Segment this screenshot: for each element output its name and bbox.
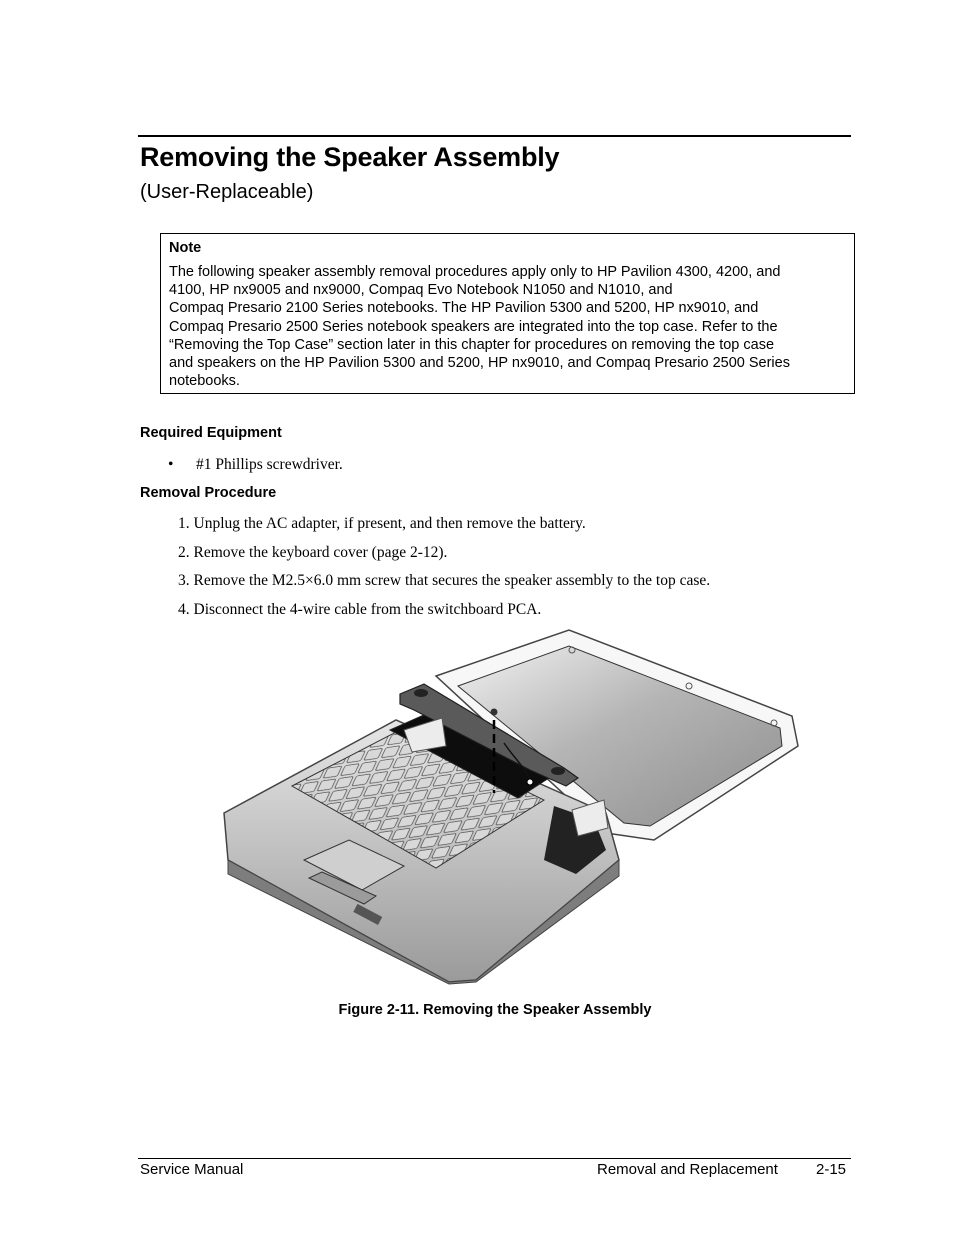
bullet-marker: •: [168, 456, 174, 473]
equipment-item-text: #1 Phillips screwdriver.: [196, 456, 343, 473]
procedure-steps: [178, 515, 710, 629]
footer-page-number: 2-15: [816, 1161, 847, 1178]
footer-rule: [138, 1158, 851, 1159]
footer-manual-title: Service Manual: [140, 1161, 244, 1178]
procedure-step: 1. Unplug the AC adapter, if present, and then remove the battery.: [178, 515, 586, 532]
equipment-item: [168, 456, 343, 474]
page-subtitle: (User-Replaceable): [140, 181, 314, 203]
required-equipment-heading: Required Equipment: [140, 425, 282, 441]
note-line: “Removing the Top Case” section later in this chapter for procedures on removing the top case: [169, 336, 775, 353]
procedure-step: 2. Remove the keyboard cover (page 2-12).: [178, 543, 448, 561]
speaker-removal-illustration: [214, 628, 804, 988]
note-line: Compaq Presario 2500 Series notebook speakers are integrated into the top case. Refer to the: [169, 318, 778, 335]
note-body: [169, 263, 846, 390]
note-line: notebooks.: [169, 373, 240, 390]
footer-section: Removal and Replacement: [597, 1161, 778, 1178]
figure-caption: Figure 2-11. Removing the Speaker Assembly: [338, 1002, 652, 1018]
note-line: Compaq Presario 2100 Series notebooks. The HP Pavilion 5300 and 5200, HP nx9010, and: [169, 300, 759, 317]
note-box: [160, 233, 855, 394]
procedure-step: 4. Disconnect the 4-wire cable from the switchboard PCA.: [178, 600, 542, 618]
note-label: Note: [169, 240, 202, 256]
note-line: The following speaker assembly removal procedures apply only to HP Pavilion 4300, 4200, and: [169, 264, 781, 280]
page-title: Removing the Speaker Assembly: [140, 142, 560, 172]
procedure-step: 3. Remove the M2.5×6.0 mm screw that secures the speaker assembly to the top case.: [178, 572, 711, 589]
removal-procedure-heading: Removal Procedure: [140, 485, 277, 501]
header-rule: [138, 135, 851, 137]
note-line: 4100, HP nx9005 and nx9000, Compaq Evo Notebook N1050 and N1010, and: [169, 282, 673, 299]
note-line: and speakers on the HP Pavilion 5300 and 5200, HP nx9010, and Compaq Presario 2500 Series: [169, 355, 790, 372]
